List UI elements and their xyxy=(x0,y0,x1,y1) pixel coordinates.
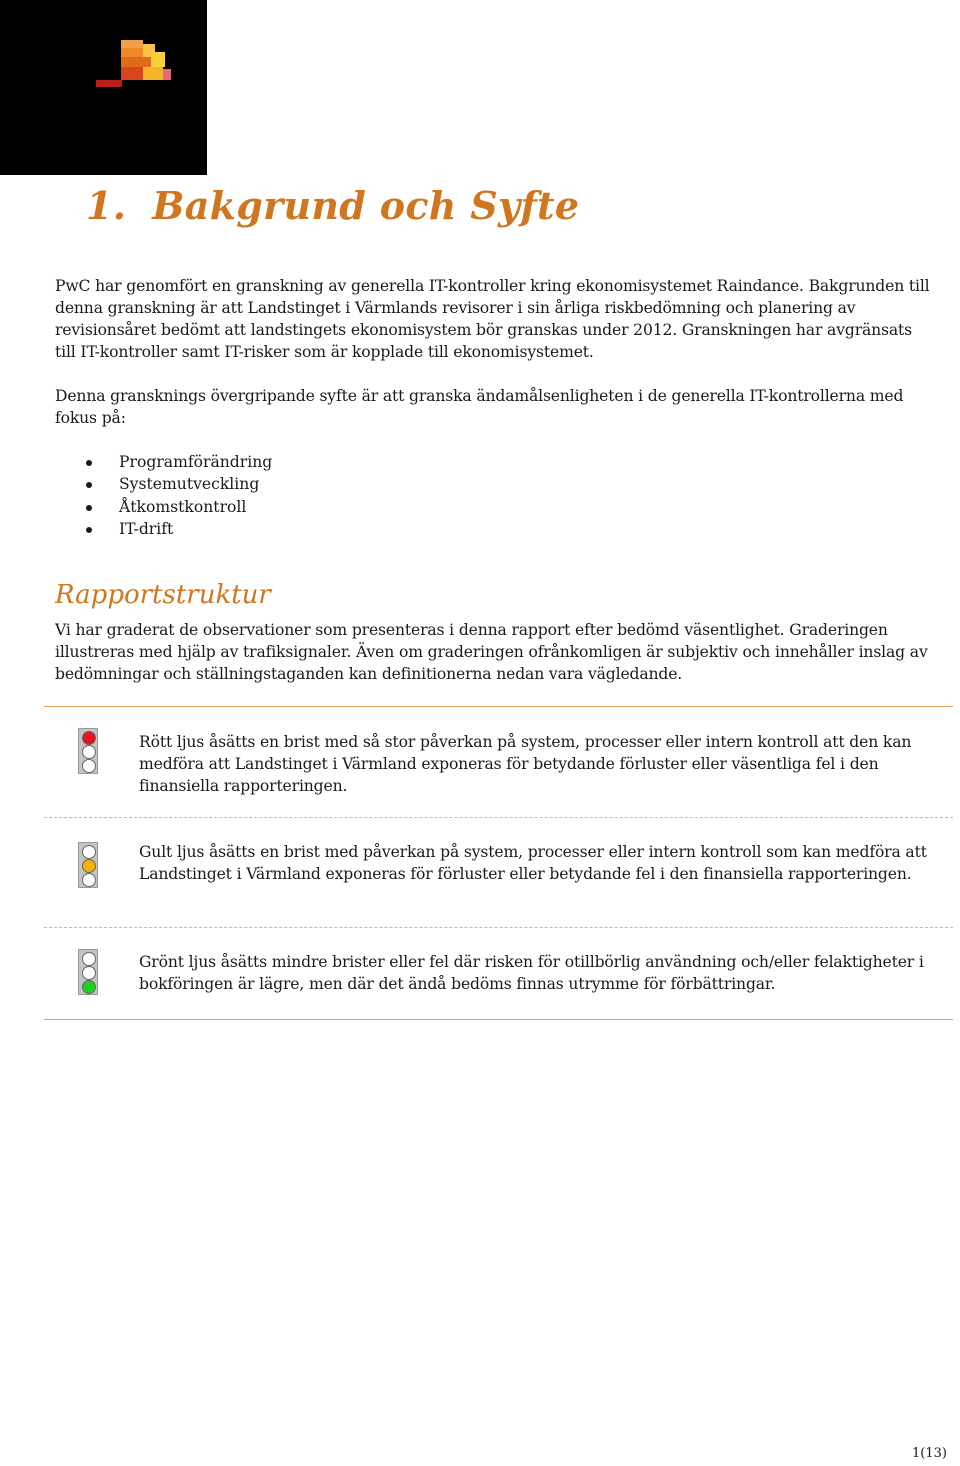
lamp-red xyxy=(82,731,96,745)
traffic-light-green-icon xyxy=(78,949,98,995)
divider xyxy=(44,1019,953,1020)
list-item: Åtkomstkontroll xyxy=(84,496,272,518)
purpose-paragraph: Denna gransknings övergripande syfte är att granska ändamålsenligheten i de generella IT-kontrollerna med fokus på: xyxy=(55,387,904,427)
lamp-green xyxy=(82,980,96,994)
divider xyxy=(44,706,953,707)
lamp-yellow xyxy=(82,966,96,980)
pwc-logo-icon xyxy=(0,0,207,175)
report-structure-heading: Rapportstruktur xyxy=(55,580,271,610)
section-title: Bakgrund och Syfte xyxy=(152,183,580,228)
section-heading xyxy=(86,183,579,228)
section-number: 1. xyxy=(86,183,127,228)
traffic-light-yellow-icon xyxy=(78,842,98,888)
list-item: IT-drift xyxy=(84,518,272,540)
lamp-red xyxy=(82,845,96,859)
report-structure-paragraph: Vi har graderat de observationer som presenteras i denna rapport efter bedömd väsentlighet. Graderingen illustreras med hjälp av trafiksignaler. Även om graderingen ofrånkomligen är subjektiv och innehåller inslag av bedömningar och ställningstaganden kan definitionerna nedan vara vägledande. xyxy=(55,621,928,683)
list-item: Programförändring xyxy=(84,451,272,473)
lamp-red xyxy=(82,952,96,966)
traffic-light-red-icon xyxy=(78,728,98,774)
intro-paragraph: PwC har genomfört en granskning av generella IT-kontroller kring ekonomisystemet Raindance. Bakgrunden till denna granskning är att Landstinget i Värmlands revisorer i sin årliga riskbedömning och planering av revisionsåret bedömt att landstingets ekonomisystem bör granskas under 2012. Granskningen har avgränsats till IT-kontroller samt IT-risker som är kopplade till ekonomisystemet. xyxy=(55,277,930,361)
lamp-green xyxy=(82,759,96,773)
focus-list xyxy=(84,451,272,540)
legend-text-red: Rött ljus åsätts en brist med så stor påverkan på system, processer eller intern kontroll att den kan medföra att Landstinget i Värmland exponeras för betydande förluster eller väsentliga fel i den finansiella rapporteringen. xyxy=(139,733,912,795)
lamp-green xyxy=(82,873,96,887)
legend-text-yellow: Gult ljus åsätts en brist med påverkan på system, processer eller intern kontroll som kan medföra att Landstinget i Värmland exponeras för förluster eller betydande fel i den finansiella rapporteringen. xyxy=(139,843,927,883)
divider xyxy=(44,927,953,928)
list-item: Systemutveckling xyxy=(84,473,272,495)
legend-text-green: Grönt ljus åsätts mindre brister eller fel där risken för otillbörlig användning och/eller felaktigheter i bokföringen är lägre, men där det ändå bedöms finnas utrymme för förbättringar. xyxy=(139,953,924,993)
lamp-yellow xyxy=(82,859,96,873)
lamp-yellow xyxy=(82,745,96,759)
page-number: 1(13) xyxy=(912,1446,947,1461)
divider xyxy=(44,817,953,818)
